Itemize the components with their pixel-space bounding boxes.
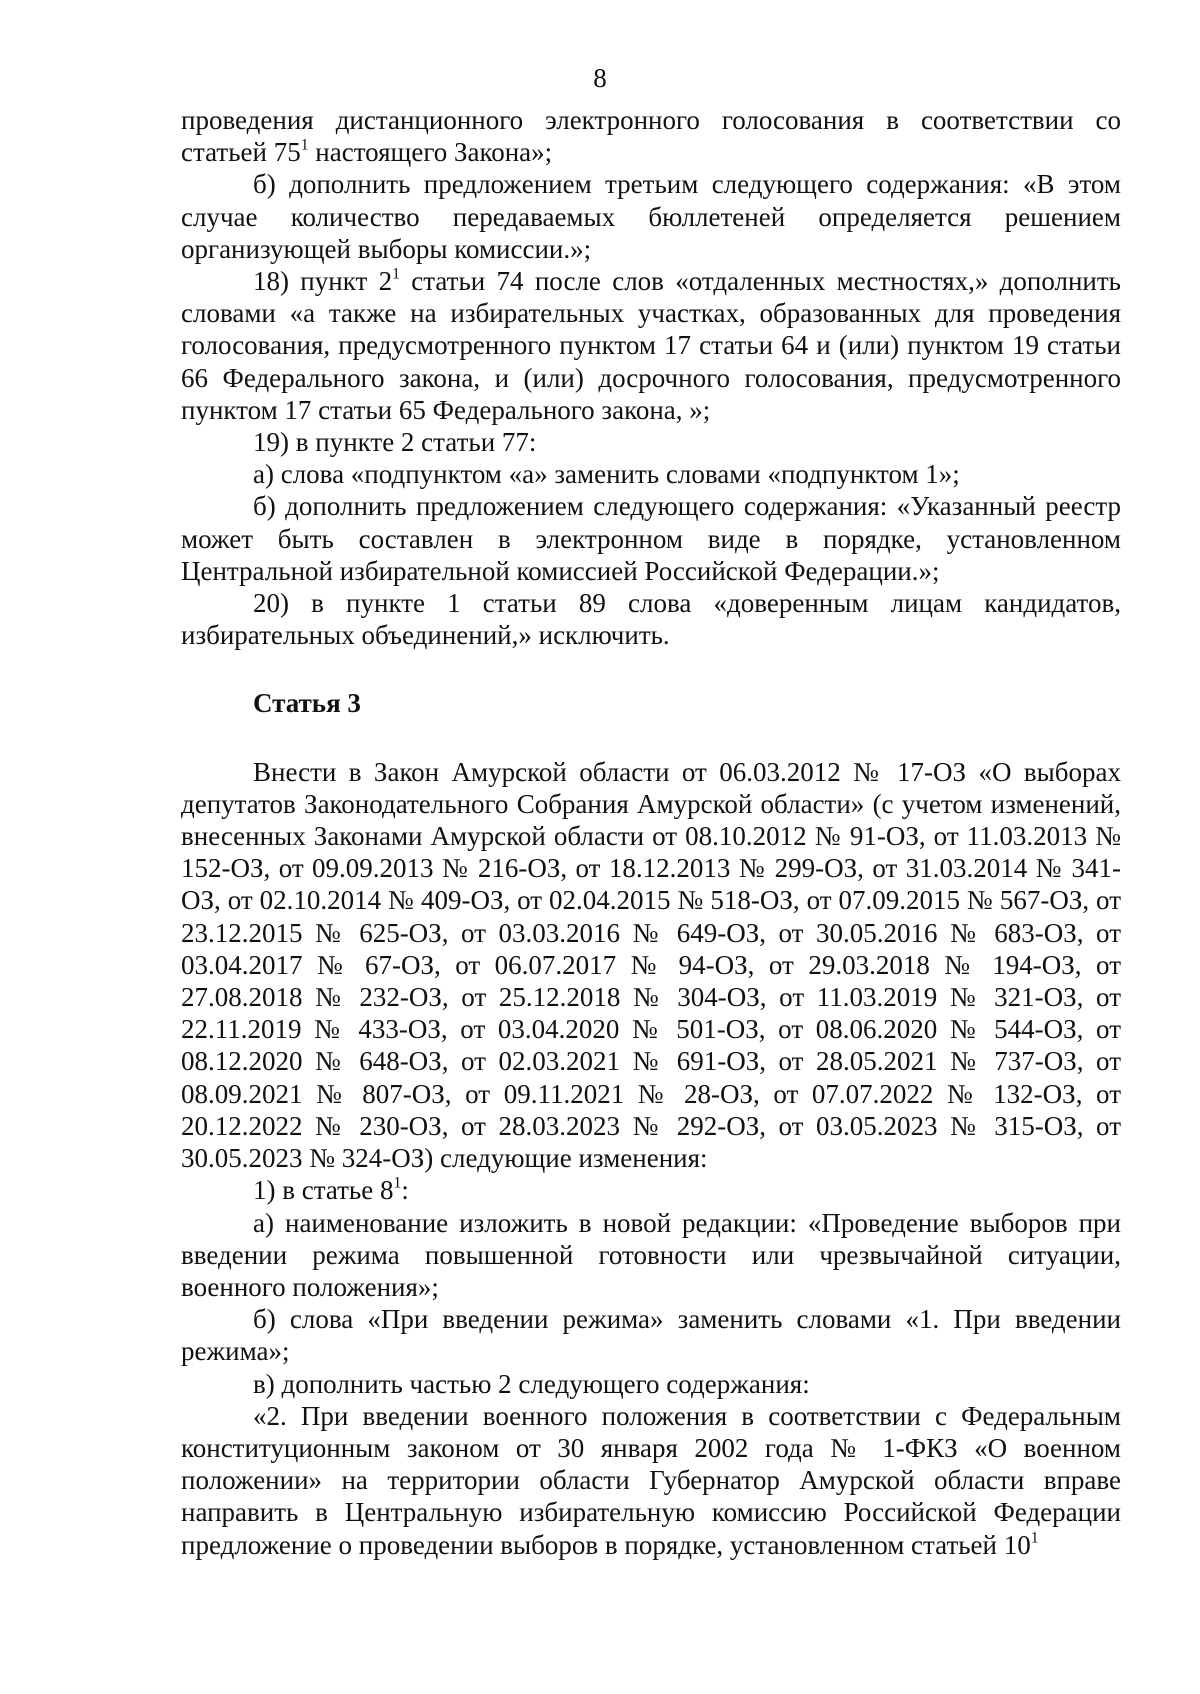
superscript: 1 [1030,1529,1039,1547]
paragraph [181,1207,1121,1304]
text-run: 1) в статье 8 [253,1175,394,1206]
article-heading: Статья 3 [253,688,361,719]
paragraph [181,1400,1121,1561]
text-run: в) дополнить частью 2 следующего содержания: [253,1368,810,1399]
paragraph [181,104,1121,168]
text-run: «2. При введении военного положения в соответствии с Федеральным конституционным законом от 30 января 2002 года № 1-ФКЗ «О военном положении» на территории области Губернатор Амурской области вправе направить в Центральную избирательную комиссию Российской Федерации предложение о проведении выборов в порядке, установленном статьей 10 [181,1400,1121,1560]
text-run: б) дополнить предложением следующего содержания: «Указанный реестр может быть составлен в электронном виде в порядке, установленном Центральной избирательной комиссией Российской Федерации.»; [181,491,1121,586]
paragraph [181,265,1121,426]
paragraph [181,168,1121,265]
text-run: 19) в пункте 2 статьи 77: [253,427,537,458]
page-number: 8 [593,63,607,93]
superscript: 1 [392,265,400,283]
paragraph [181,1368,1121,1400]
text-run: Внести в Закон Амурской области от 06.03.2012 № 17-ОЗ «О выборах депутатов Законодательного Собрания Амурской области» (с учетом изменений, внесенных Законами Амурской области от 08.10.2012 № 91-ОЗ, от 11.03.2013 № 152-ОЗ, от 09.09.2013 № 216-ОЗ, от 18.12.2013 № 299-ОЗ, от 31.03.2014 № 341-ОЗ, от 02.10.2014 № 409-ОЗ, от 02.04.2015 № 518-ОЗ, от 07.09.2015 № 567-ОЗ, от 23.12.2015 № 625-ОЗ, от 03.03.2016 № 649-ОЗ, от 30.05.2016 № 683-ОЗ, от 03.04.2017 № 67-ОЗ, от 06.07.2017 № 94-ОЗ, от 29.03.2018 № 194-ОЗ, от 27.08.2018 № 232-ОЗ, от 25.12.2018 № 304-ОЗ, от 11.03.2019 № 321-ОЗ, от 22.11.2019 № 433-ОЗ, от 03.04.2020 № 501-ОЗ, от 08.06.2020 № 544-ОЗ, от 08.12.2020 № 648-ОЗ, от 02.03.2021 № 691-ОЗ, от 28.05.2021 № 737-ОЗ, от 08.09.2021 № 807-ОЗ, от 09.11.2021 № 28-ОЗ, от 07.07.2022 № 132-ОЗ, от 20.12.2022 № 230-ОЗ, от 28.03.2023 № 292-ОЗ, от 03.05.2023 № 315-ОЗ, от 30.05.2023 № 324-ОЗ) следующие изменения: [181,756,1121,1174]
paragraph [181,1303,1121,1367]
paragraph [181,458,1121,490]
amendments-list-article-2 [181,104,1121,651]
text-run: : [401,1175,409,1206]
text-run: 20) в пункте 1 статьи 89 слова «доверенным лицам кандидатов, избирательных объединений,» исключить. [181,588,1121,651]
text-run: б) слова «При введении режима» заменить словами «1. При введении режима»; [181,1304,1121,1367]
paragraph [181,490,1121,587]
document-body [181,104,1121,1561]
text-run: б) дополнить предложением третьим следующего содержания: «В этом случае количество передаваемых бюллетеней определяется решением организующей выборы комиссии.»; [181,169,1121,264]
superscript: 1 [393,1175,402,1193]
text-run: 18) пункт 2 [253,266,393,297]
text-run: настоящего Закона»; [308,137,553,168]
paragraph [181,1174,1121,1206]
text-run: а) слова «подпунктом «а» заменить словами «подпунктом 1»; [253,459,960,490]
superscript: 1 [300,136,309,154]
text-run: статьи 74 после слов «отдаленных местностях,» дополнить словами «а также на избирательных участках, образованных для проведения голосования, предусмотренного пунктом 17 статьи 64 и (или) пунктом 19 статьи 66 Федерального закона, и (или) досрочного голосования, предусмотренного пунктом 17 статьи 65 Федерального закона, »; [181,266,1121,425]
text-run: а) наименование изложить в новой редакции: «Проведение выборов при введении режима повышенной готовности или чрезвычайной ситуации, военного положения»; [181,1207,1121,1302]
paragraph [181,426,1121,458]
paragraph [181,756,1121,1175]
paragraph [181,587,1121,651]
amendments-list-article-3 [181,756,1121,1561]
text-run: проведения дистанционного электронного голосования в соответствии со статьей 75 [181,105,1121,168]
